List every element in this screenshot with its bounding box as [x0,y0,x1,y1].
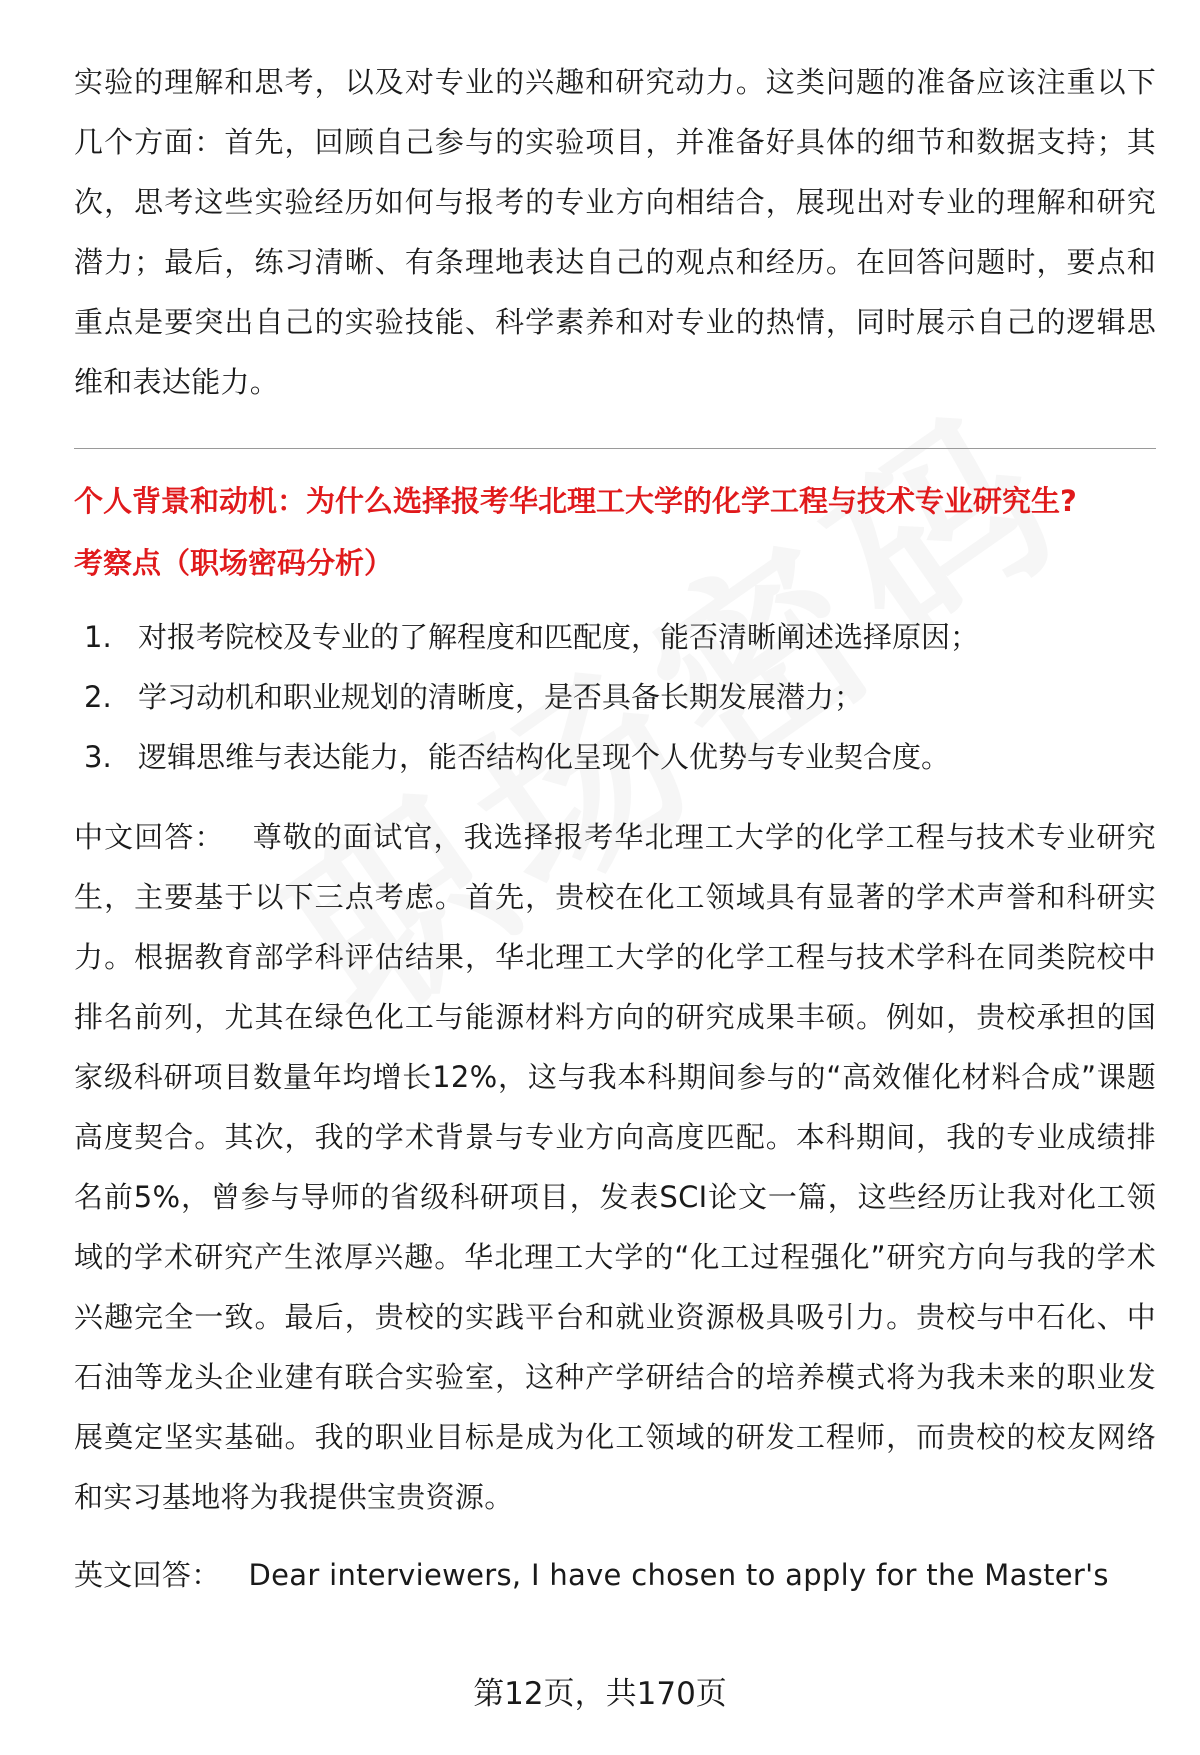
document-page [74,52,1156,1605]
chinese-answer [74,807,1156,1527]
chinese-answer-text: 尊敬的面试官，我选择报考华北理工大学的化学工程与技术专业研究生，主要基于以下三点考虑。首先，贵校在化工领域具有显著的学术声誉和科研实力。根据教育部学科评估结果，华北理工大学的化学工程与技术学科在同类院校中排名前列，尤其在绿色化工与能源材料方向的研究成果丰硕。例如，贵校承担的国家级科研项目数量年均增长12%，这与我本科期间参与的“高效催化材料合成”课题高度契合。其次，我的学术背景与专业方向高度匹配。本科期间，我的专业成绩排名前5%，曾参与导师的省级科研项目，发表SCI论文一篇，这些经历让我对化工领域的学术研究产生浓厚兴趣。华北理工大学的“化工过程强化”研究方向与我的学术兴趣完全一致。最后，贵校的实践平台和就业资源极具吸引力。贵校与中石化、中石油等龙头企业建有联合实验室，这种产学研结合的培养模式将为我未来的职业发展奠定坚实基础。我的职业目标是成为化工领域的研发工程师，而贵校的校友网络和实习基地将为我提供宝贵资源。 [74,820,1156,1514]
list-item-number: 3. [84,740,112,774]
list-item-text: 逻辑思维与表达能力，能否结构化呈现个人优势与专业契合度。 [138,740,951,774]
english-answer [74,1545,1156,1605]
chinese-answer-label: 中文回答： [74,820,225,854]
assessment-points-list [74,607,1156,787]
intro-paragraph: 实验的理解和思考，以及对专业的兴趣和研究动力。这类问题的准备应该注重以下几个方面：首先，回顾自己参与的实验项目，并准备好具体的细节和数据支持；其次，思考这些实验经历如何与报考的专业方向相结合，展现出对专业的理解和研究潜力；最后，练习清晰、有条理地表达自己的观点和经历。在回答问题时，要点和重点是要突出自己的实验技能、科学素养和对专业的热情，同时展示自己的逻辑思维和表达能力。 [74,65,1156,399]
list-item [74,607,1156,667]
english-answer-label: 英文回答： [74,1558,221,1592]
question-subtitle: 考察点（职场密码分析） [74,546,394,580]
list-item-text: 学习动机和职业规划的清晰度，是否具备长期发展潜力； [138,680,864,714]
english-answer-text: Dear interviewers, I have chosen to apply for the Master's [248,1558,1109,1592]
list-item-text: 对报考院校及专业的了解程度和匹配度，能否清晰阐述选择原因； [138,620,980,654]
section-divider [74,448,1156,449]
list-item [74,667,1156,727]
list-item [74,727,1156,787]
question-title: 个人背景和动机：为什么选择报考华北理工大学的化学工程与技术专业研究生? [74,484,1077,518]
list-item-number: 1. [84,620,112,654]
page-number-footer: 第12页，共170页 [473,1676,727,1712]
list-item-number: 2. [84,680,112,714]
